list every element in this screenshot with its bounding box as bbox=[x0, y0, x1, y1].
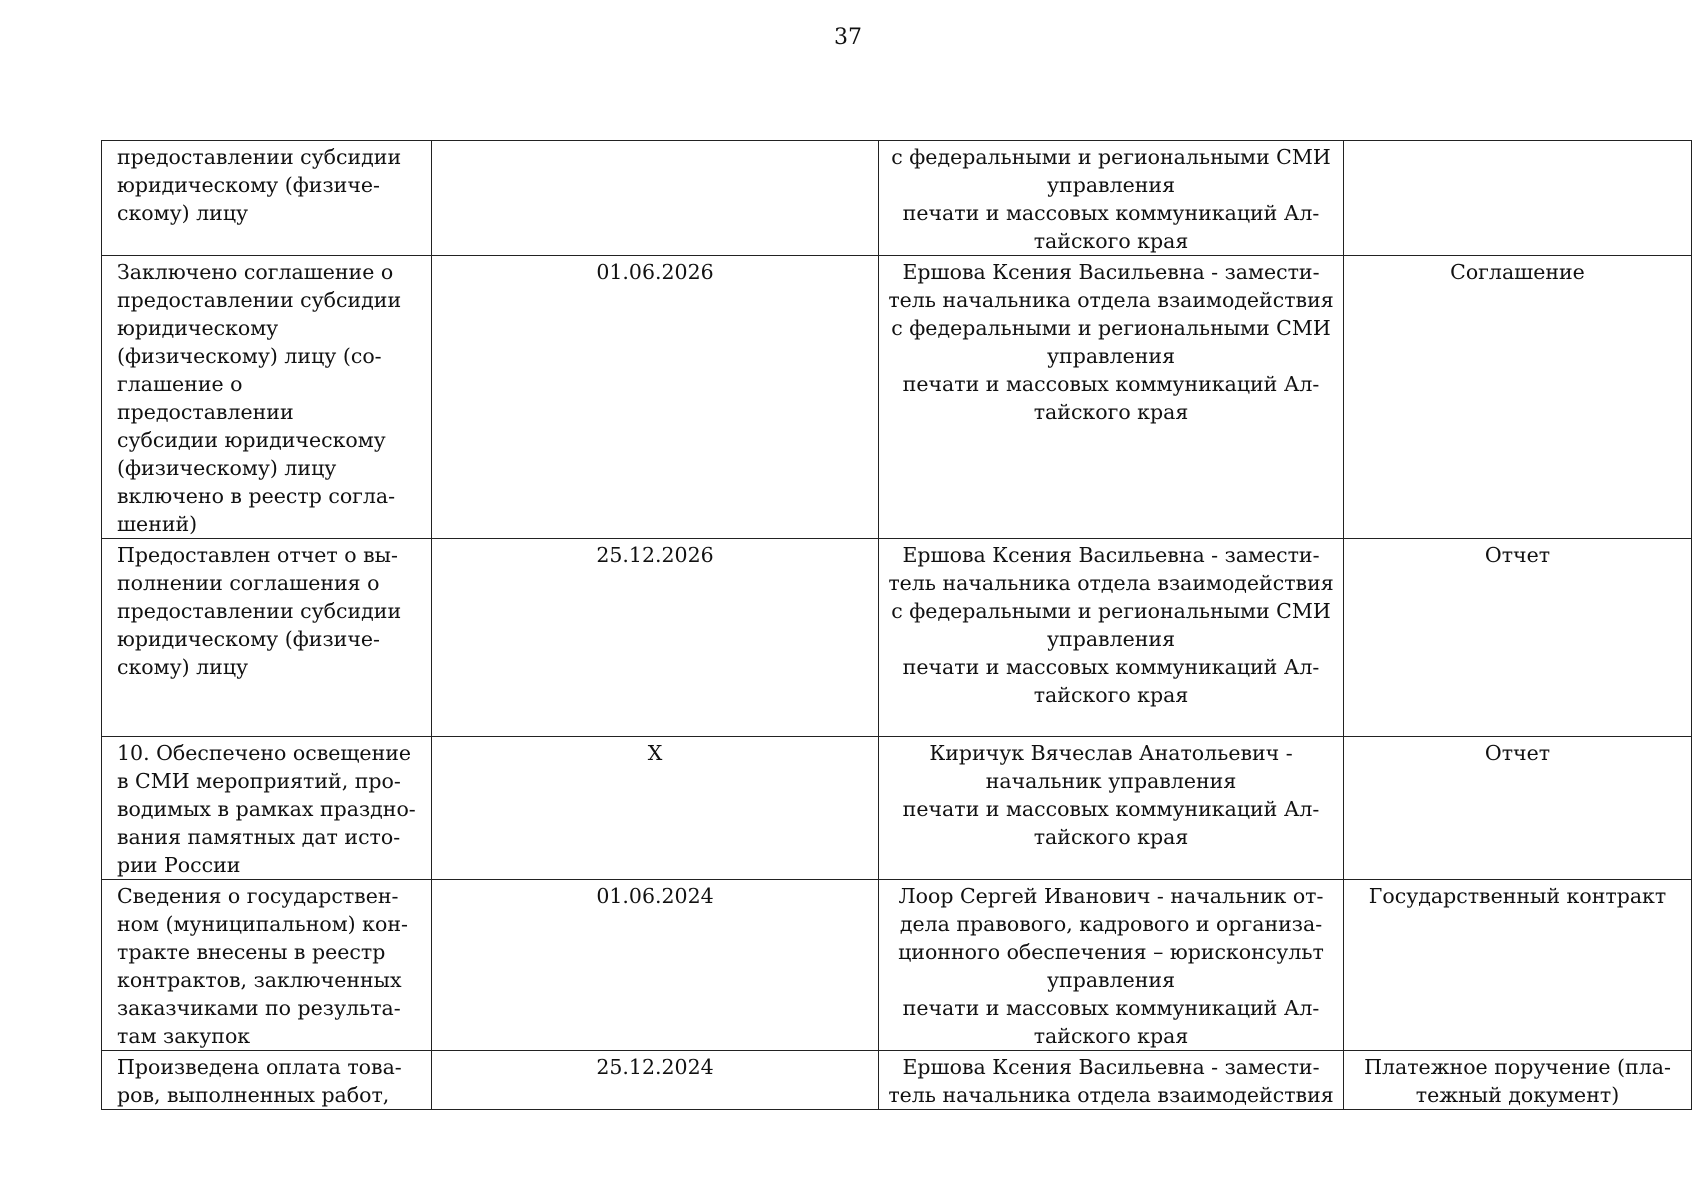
document-text: Государственный контракт bbox=[1368, 884, 1667, 908]
event-text: предоставлении субсидии юридическому (физиче- скому) лицу bbox=[117, 145, 402, 225]
responsible-text: Киричук Вячеслав Анатольевич - начальник управления печати и массовых коммуникаций Ал- тайского края bbox=[902, 741, 1320, 849]
date-cell bbox=[432, 256, 879, 539]
event-text: Сведения о государствен- ном (муниципальном) кон- тракте внесены в реестр контрактов, заключенных заказчиками по результа- там закупок bbox=[117, 884, 408, 1048]
responsible-text: с федеральными и региональными СМИ управления печати и массовых коммуникаций Ал- тайского края bbox=[891, 145, 1331, 253]
document-cell bbox=[1344, 880, 1692, 1051]
date-text: 25.12.2024 bbox=[596, 1055, 714, 1079]
responsible-text: Ершова Ксения Васильевна - замести- тель начальника отдела взаимодействия с федеральными и региональными СМИ управления печати и массовых коммуникаций Ал- тайского края bbox=[888, 543, 1334, 707]
event-text: Заключено соглашение о предоставлении субсидии юридическому (физическому) лицу (со- глашение о предоставлении субсидии юридическому (физическому) лицу включено в реестр согла- шений) bbox=[117, 260, 402, 536]
document-cell bbox=[1344, 737, 1692, 880]
event-cell bbox=[102, 1051, 432, 1110]
plan-table bbox=[101, 140, 1692, 1110]
responsible-cell bbox=[879, 141, 1344, 256]
responsible-cell bbox=[879, 880, 1344, 1051]
event-text: 10. Обеспечено освещение в СМИ мероприятий, про- водимых в рамках праздно- вания памятных дат исто- рии России bbox=[117, 741, 416, 877]
document-cell bbox=[1344, 256, 1692, 539]
date-text: 01.06.2026 bbox=[596, 260, 714, 284]
date-text: 25.12.2026 bbox=[596, 543, 714, 567]
date-text: X bbox=[647, 741, 663, 765]
document-cell bbox=[1344, 141, 1692, 256]
document-text: Платежное поручение (пла- тежный документ) bbox=[1364, 1055, 1671, 1107]
responsible-cell bbox=[879, 1051, 1344, 1110]
page-number: 37 bbox=[834, 25, 862, 50]
date-cell bbox=[432, 539, 879, 737]
document-text: Отчет bbox=[1484, 741, 1551, 765]
date-cell bbox=[432, 141, 879, 256]
date-cell bbox=[432, 737, 879, 880]
event-cell bbox=[102, 141, 432, 256]
event-text: Предоставлен отчет о вы- полнении соглашения о предоставлении субсидии юридическому (физиче- скому) лицу bbox=[117, 543, 402, 679]
responsible-cell bbox=[879, 539, 1344, 737]
document-text: Отчет bbox=[1484, 543, 1551, 567]
date-cell bbox=[432, 1051, 879, 1110]
event-cell bbox=[102, 880, 432, 1051]
event-text: Произведена оплата това- ров, выполненных работ, bbox=[117, 1055, 402, 1107]
table-row bbox=[102, 737, 1692, 880]
table-row bbox=[102, 539, 1692, 737]
table-row bbox=[102, 1051, 1692, 1110]
document-cell bbox=[1344, 539, 1692, 737]
document-cell bbox=[1344, 1051, 1692, 1110]
date-cell bbox=[432, 880, 879, 1051]
event-cell bbox=[102, 256, 432, 539]
table-row bbox=[102, 256, 1692, 539]
responsible-text: Ершова Ксения Васильевна - замести- тель начальника отдела взаимодействия с федеральными и региональными СМИ управления печати и массовых коммуникаций Ал- тайского края bbox=[888, 260, 1334, 424]
event-cell bbox=[102, 737, 432, 880]
responsible-cell bbox=[879, 256, 1344, 539]
table-row bbox=[102, 141, 1692, 256]
responsible-text: Ершова Ксения Васильевна - замести- тель начальника отдела взаимодействия bbox=[888, 1055, 1334, 1107]
responsible-cell bbox=[879, 737, 1344, 880]
date-text: 01.06.2024 bbox=[596, 884, 714, 908]
table-row bbox=[102, 880, 1692, 1051]
event-cell bbox=[102, 539, 432, 737]
document-text: Соглашение bbox=[1450, 260, 1585, 284]
responsible-text: Лоор Сергей Иванович - начальник от- дела правового, кадрового и организа- ционного обеспечения – юрисконсульт управления печати и массовых коммуникаций Ал- тайского края bbox=[898, 884, 1324, 1048]
